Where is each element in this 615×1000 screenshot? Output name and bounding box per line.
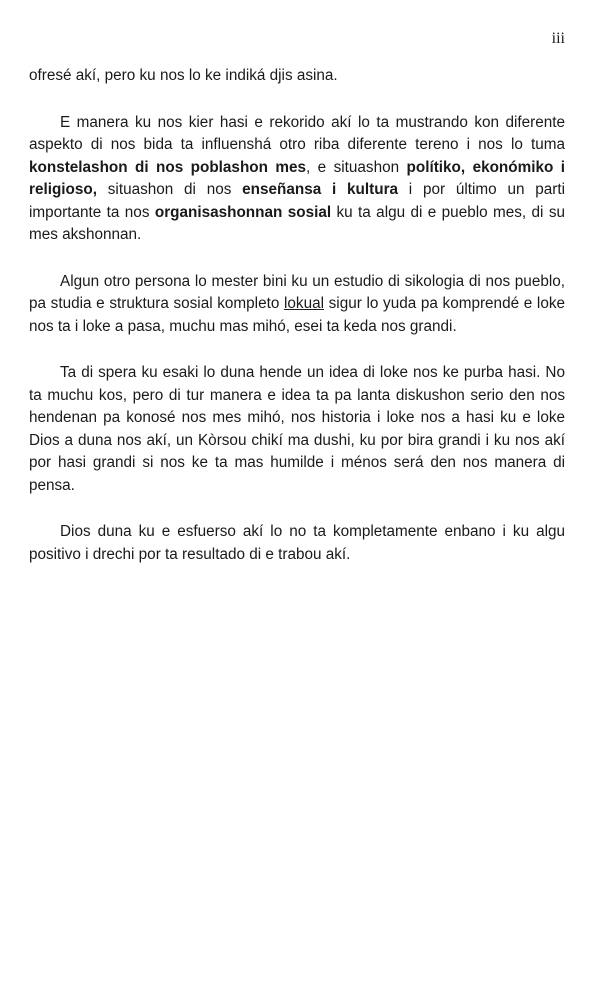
bold-term: polítiko, ekonómiko i religioso,: [29, 158, 565, 198]
paragraph-2: [29, 112, 565, 247]
body-text: [29, 65, 565, 590]
text-span: Dios duna ku e esfuerso akí lo no ta kompletamente enbano i ku algu positivo i drechi por ta resultado di e trabou akí.: [29, 523, 565, 563]
text-span: Algun otro persona lo mester bini ku un estudio di sikologia di nos pueblo, pa studia e struktura sosial kompleto: [29, 272, 565, 312]
text-span: ku ta algu di e pueblo mes, di su mes akshonnan.: [29, 203, 565, 243]
text-span: situashon di nos: [97, 181, 243, 198]
text-span: E manera ku nos kier hasi e rekorido akí lo ta mustrando kon diferente aspekto di nos bida ta influenshá otro riba diferente tereno i nos lo tuma: [29, 113, 565, 153]
text-span: sigur lo yuda pa komprendé e loke nos ta i loke a pasa, muchu mas mihó, esei ta keda nos grandi.: [29, 295, 565, 335]
paragraph-1: [29, 65, 565, 88]
page-number: iii: [551, 30, 565, 47]
text-span: i por último un parti importante ta nos: [29, 181, 565, 221]
text-span: ofresé akí, pero ku nos lo ke indiká djis asina.: [29, 67, 338, 84]
bold-term: organisashonnan sosial: [154, 203, 332, 221]
text-span: , e situashon: [306, 158, 407, 176]
paragraph-4: [29, 362, 565, 497]
text-span: Ta di spera ku esaki lo duna hende un idea di loke nos ke purba hasi. No ta muchu kos, pero di tur manera e idea ta pa lanta diskushon serio den nos hendenan pa konosé nos mes mihó, nos historia i loke nos a hasi ku e loke Dios a duna nos akí, un Kòrsou chikí ma dushi, ku por bira grandi i ku nos akí por hasi grandi si nos ke ta mas humilde i ménos será den nos manera di pensa.: [29, 364, 565, 494]
paragraph-5: [29, 521, 565, 566]
bold-term: konstelashon di nos poblashon mes: [29, 158, 307, 176]
paragraph-3: [29, 271, 565, 339]
bold-term: enseñansa i kultura: [242, 181, 399, 198]
underlined-word: lokual: [284, 295, 324, 312]
